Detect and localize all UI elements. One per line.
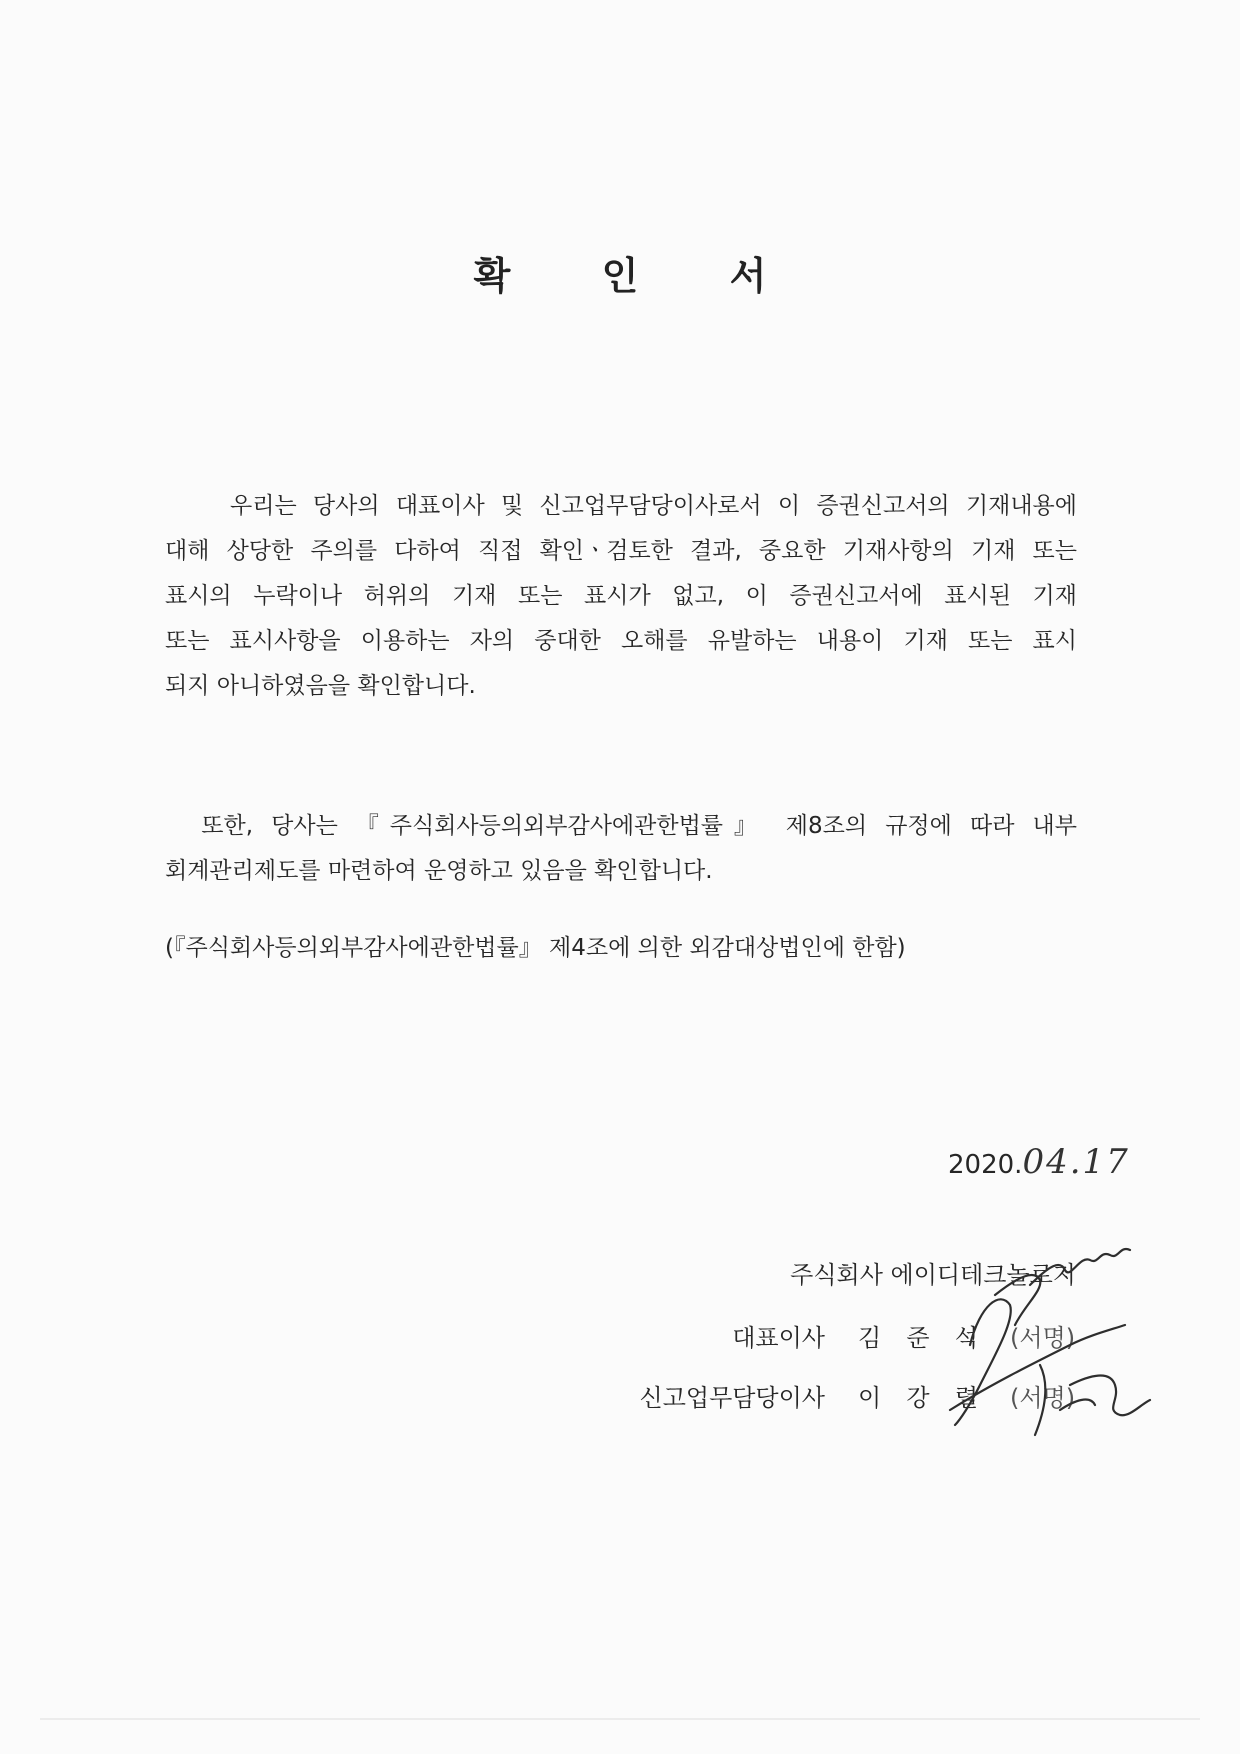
paragraph-line: 또는 표시사항을 이용하는 자의 중대한 오해를 유발하는 내용이 기재 또는 표시 <box>165 628 1077 654</box>
scope-note: (『주식회사등의외부감사에관한법률』 제4조에 의한 외감대상법인에 한함) <box>165 935 906 961</box>
signatory-role: 대표이사 <box>732 1324 825 1352</box>
confirmation-paragraph <box>165 484 1077 709</box>
name-char: 이 <box>858 1384 882 1412</box>
paragraph-line: 우리는 당사의 대표이사 및 신고업무담당이사로서 이 증권신고서의 기재내용에 <box>165 493 1077 519</box>
title-char: 인 <box>601 254 639 298</box>
paragraph-line: 되지 아니하였음을 확인합니다. <box>165 673 476 699</box>
paragraph-line: 또한, 당사는 『주식회사등의외부감사에관한법률』 제8조의 규정에 따라 내부 <box>165 813 1077 839</box>
date-handwritten: 04.17 <box>1022 1142 1130 1182</box>
name-char: 석 <box>954 1324 978 1352</box>
handwritten-signature <box>940 1235 1180 1455</box>
date-printed: 2020. <box>948 1150 1023 1180</box>
company-name: 주식회사 에이디테크놀로지 <box>790 1261 1076 1289</box>
name-char: 렬 <box>954 1384 978 1412</box>
name-char: 강 <box>906 1384 930 1412</box>
date <box>948 1142 1130 1182</box>
title-char: 서 <box>729 254 767 298</box>
internal-control-paragraph <box>165 804 1077 894</box>
name-char: 김 <box>858 1324 882 1352</box>
signatory-role: 신고업무담당이사 <box>639 1384 825 1412</box>
paragraph-line: 대해 상당한 주의를 다하여 직접 확인ㆍ검토한 결과, 중요한 기재사항의 기재 또는 <box>165 538 1077 564</box>
page-footer-divider <box>40 1718 1200 1720</box>
signature-mark-label: (서명) <box>1010 1324 1076 1352</box>
paragraph-line: 회계관리제도를 마련하여 운영하고 있음을 확인합니다. <box>165 858 713 884</box>
document-title <box>0 245 1240 300</box>
paragraph-line: 표시의 누락이나 허위의 기재 또는 표시가 없고, 이 증권신고서에 표시된 기재 <box>165 583 1077 609</box>
name-char: 준 <box>906 1324 930 1352</box>
signature-mark-label: (서명) <box>1010 1384 1076 1412</box>
title-char: 확 <box>473 254 511 298</box>
